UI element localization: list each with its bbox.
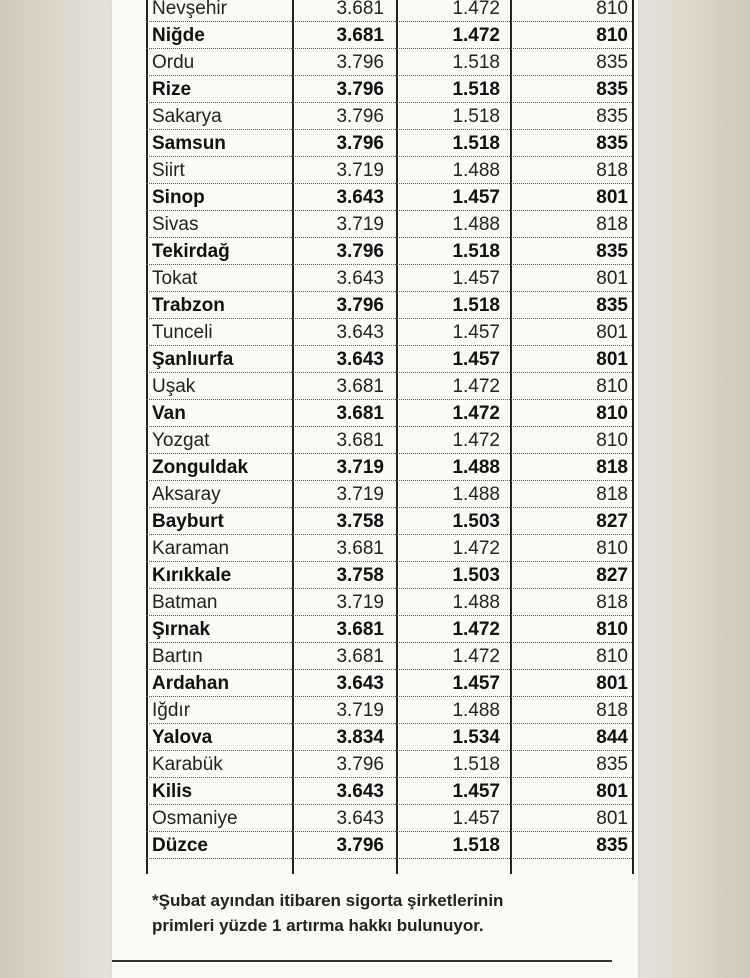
table-row	[146, 75, 632, 103]
value-col-2: 1.518	[452, 295, 500, 316]
value-col-1: 3.796	[336, 241, 384, 262]
value-col-2: 1.488	[452, 457, 500, 478]
value-col-2: 1.518	[452, 754, 500, 775]
value-col-2: 1.534	[452, 727, 500, 748]
value-col-1: 3.719	[336, 700, 384, 721]
value-col-3: 810	[596, 25, 628, 46]
province-name: Şırnak	[152, 619, 211, 640]
province-name: Tekirdağ	[152, 241, 230, 262]
value-col-1: 3.681	[336, 0, 384, 19]
value-col-1: 3.796	[336, 79, 384, 100]
table-row	[146, 480, 632, 508]
value-col-2: 1.457	[452, 781, 500, 802]
value-col-3: 810	[596, 403, 628, 424]
value-col-2: 1.518	[452, 79, 500, 100]
province-name: Yozgat	[152, 430, 210, 451]
province-name: Samsun	[152, 133, 226, 154]
province-premium-table	[146, 0, 634, 874]
table-row	[146, 507, 632, 535]
value-col-3: 801	[596, 187, 628, 208]
table-row	[146, 318, 632, 346]
province-name: Ordu	[152, 52, 195, 73]
value-col-1: 3.681	[336, 646, 384, 667]
province-name: Karaman	[152, 538, 230, 559]
value-col-2: 1.457	[452, 349, 500, 370]
province-name: Tokat	[152, 268, 198, 289]
table-row	[146, 264, 632, 292]
value-col-2: 1.518	[452, 133, 500, 154]
value-col-3: 835	[596, 79, 628, 100]
province-name: Aksaray	[152, 484, 221, 505]
value-col-2: 1.518	[452, 835, 500, 856]
footnote-line-1: *Şubat ayından itibaren sigorta şirketlerinin	[152, 891, 504, 910]
value-col-1: 3.758	[336, 511, 384, 532]
province-name: Yalova	[152, 727, 213, 748]
value-col-3: 810	[596, 646, 628, 667]
value-col-3: 818	[596, 484, 628, 505]
value-col-1: 3.681	[336, 376, 384, 397]
value-col-3: 818	[596, 457, 628, 478]
value-col-3: 810	[596, 376, 628, 397]
value-col-2: 1.457	[452, 673, 500, 694]
value-col-1: 3.796	[336, 106, 384, 127]
province-name: Rize	[152, 79, 192, 100]
province-name: Batman	[152, 592, 218, 613]
value-col-1: 3.796	[336, 133, 384, 154]
value-col-1: 3.796	[336, 835, 384, 856]
province-name: Uşak	[152, 376, 196, 397]
newspaper-clipping	[112, 0, 638, 978]
province-name: Nevşehir	[152, 0, 227, 19]
table-row	[146, 372, 632, 400]
province-name: Kilis	[152, 781, 193, 802]
province-name: Niğde	[152, 25, 205, 46]
table-row	[146, 777, 632, 805]
value-col-2: 1.472	[452, 619, 500, 640]
value-col-3: 801	[596, 322, 628, 343]
value-col-1: 3.719	[336, 484, 384, 505]
value-col-3: 801	[596, 781, 628, 802]
table-row	[146, 831, 632, 859]
table-row	[146, 723, 632, 751]
value-col-2: 1.488	[452, 484, 500, 505]
value-col-2: 1.472	[452, 538, 500, 559]
value-col-1: 3.643	[336, 781, 384, 802]
table-row	[146, 0, 632, 22]
value-col-1: 3.834	[336, 727, 384, 748]
province-name: Sivas	[152, 214, 199, 235]
value-col-1: 3.719	[336, 592, 384, 613]
value-col-1: 3.796	[336, 295, 384, 316]
value-col-3: 818	[596, 160, 628, 181]
province-name: Bartın	[152, 646, 203, 667]
value-col-3: 835	[596, 835, 628, 856]
value-col-2: 1.518	[452, 241, 500, 262]
province-name: Kırıkkale	[152, 565, 232, 586]
value-col-2: 1.457	[452, 808, 500, 829]
value-col-1: 3.681	[336, 25, 384, 46]
value-col-3: 835	[596, 754, 628, 775]
value-col-1: 3.643	[336, 187, 384, 208]
table-row	[146, 345, 632, 373]
table-row	[146, 291, 632, 319]
value-col-3: 810	[596, 538, 628, 559]
value-col-3: 801	[596, 349, 628, 370]
value-col-2: 1.488	[452, 592, 500, 613]
value-col-2: 1.472	[452, 646, 500, 667]
value-col-1: 3.643	[336, 808, 384, 829]
value-col-2: 1.472	[452, 403, 500, 424]
value-col-2: 1.518	[452, 52, 500, 73]
table-row	[146, 615, 632, 643]
value-col-3: 844	[596, 727, 628, 748]
value-col-3: 835	[596, 241, 628, 262]
table-row	[146, 453, 632, 481]
value-col-1: 3.643	[336, 673, 384, 694]
table-row	[146, 561, 632, 589]
table-row	[146, 129, 632, 157]
value-col-2: 1.503	[452, 565, 500, 586]
value-col-2: 1.457	[452, 322, 500, 343]
value-col-3: 801	[596, 808, 628, 829]
value-col-1: 3.681	[336, 403, 384, 424]
value-col-2: 1.457	[452, 268, 500, 289]
province-name: Tunceli	[152, 322, 213, 343]
bottom-rule	[112, 960, 612, 962]
footnote	[152, 888, 612, 938]
table-row	[146, 237, 632, 265]
value-col-1: 3.758	[336, 565, 384, 586]
value-col-3: 835	[596, 106, 628, 127]
value-col-2: 1.488	[452, 700, 500, 721]
province-name: Sakarya	[152, 106, 222, 127]
table-row	[146, 426, 632, 454]
table-row	[146, 183, 632, 211]
value-col-3: 801	[596, 673, 628, 694]
value-col-1: 3.681	[336, 430, 384, 451]
value-col-3: 818	[596, 592, 628, 613]
province-name: Karabük	[152, 754, 223, 775]
province-name: Düzce	[152, 835, 208, 856]
value-col-2: 1.488	[452, 214, 500, 235]
table-row	[146, 399, 632, 427]
province-name: Van	[152, 403, 186, 424]
table-row	[146, 642, 632, 670]
province-name: Trabzon	[152, 295, 225, 316]
value-col-1: 3.681	[336, 538, 384, 559]
province-name: Sinop	[152, 187, 205, 208]
table-row	[146, 588, 632, 616]
value-col-1: 3.719	[336, 457, 384, 478]
value-col-1: 3.719	[336, 160, 384, 181]
value-col-2: 1.518	[452, 106, 500, 127]
value-col-3: 810	[596, 619, 628, 640]
table-row	[146, 156, 632, 184]
value-col-1: 3.643	[336, 268, 384, 289]
value-col-2: 1.488	[452, 160, 500, 181]
value-col-3: 818	[596, 700, 628, 721]
value-col-2: 1.472	[452, 0, 500, 19]
value-col-2: 1.472	[452, 376, 500, 397]
province-name: Şanlıurfa	[152, 349, 234, 370]
table-row	[146, 534, 632, 562]
value-col-1: 3.796	[336, 754, 384, 775]
footnote-line-2: primleri yüzde 1 artırma hakkı bulunuyor.	[152, 916, 484, 935]
value-col-3: 810	[596, 430, 628, 451]
province-name: Osmaniye	[152, 808, 238, 829]
value-col-1: 3.719	[336, 214, 384, 235]
table-row	[146, 669, 632, 697]
value-col-2: 1.472	[452, 25, 500, 46]
table-row	[146, 750, 632, 778]
province-name: Ardahan	[152, 673, 230, 694]
value-col-3: 827	[596, 565, 628, 586]
value-col-3: 818	[596, 214, 628, 235]
value-col-3: 835	[596, 133, 628, 154]
value-col-1: 3.643	[336, 322, 384, 343]
value-col-3: 835	[596, 52, 628, 73]
value-col-2: 1.472	[452, 430, 500, 451]
table-row	[146, 102, 632, 130]
table-row	[146, 210, 632, 238]
province-name: Iğdır	[152, 700, 191, 721]
value-col-3: 801	[596, 268, 628, 289]
value-col-3: 835	[596, 295, 628, 316]
value-col-3: 810	[596, 0, 628, 19]
table-row	[146, 21, 632, 49]
table-row	[146, 48, 632, 76]
table-row	[146, 696, 632, 724]
province-name: Siirt	[152, 160, 185, 181]
value-col-1: 3.681	[336, 619, 384, 640]
value-col-3: 827	[596, 511, 628, 532]
value-col-1: 3.796	[336, 52, 384, 73]
value-col-1: 3.643	[336, 349, 384, 370]
province-name: Bayburt	[152, 511, 224, 532]
province-name: Zonguldak	[152, 457, 249, 478]
value-col-2: 1.457	[452, 187, 500, 208]
value-col-2: 1.503	[452, 511, 500, 532]
table-row	[146, 804, 632, 832]
